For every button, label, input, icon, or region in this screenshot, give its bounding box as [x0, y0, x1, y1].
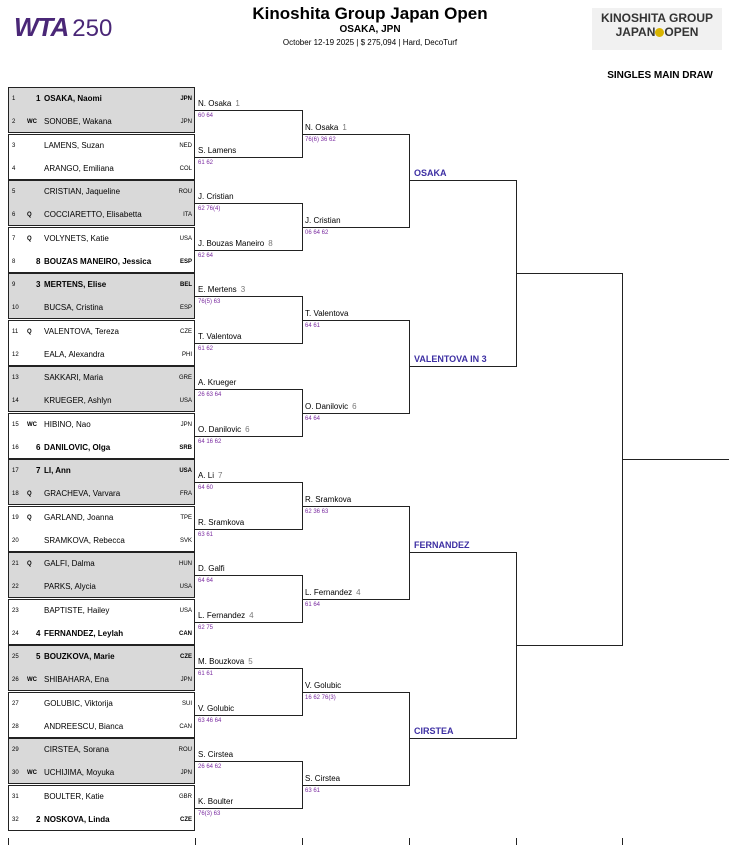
- entrant-pair-box: [8, 320, 195, 366]
- winner-name-text: S. Cirstea: [198, 750, 234, 760]
- match-score: 64 64: [305, 415, 321, 422]
- match-score: 61 64: [305, 601, 321, 608]
- seed-number: 8: [36, 256, 41, 266]
- player-name: VOLYNETS, Katie: [44, 233, 109, 243]
- draw-entrant-row: [9, 483, 194, 506]
- draw-position: 15: [12, 421, 19, 428]
- tournament-location: OSAKA, JPN: [339, 24, 401, 35]
- draw-position: 9: [12, 282, 16, 288]
- semifinal-result: CIRSTEA: [414, 726, 454, 736]
- match-score: 76(5) 63: [198, 299, 221, 306]
- match-score: 61 62: [198, 159, 214, 166]
- player-name: SRAMKOVA, Rebecca: [44, 535, 125, 545]
- player-nationality: ROU: [178, 189, 192, 195]
- player-nationality: SVK: [179, 537, 192, 544]
- bracket-line: [195, 157, 302, 158]
- seed-number: 4: [36, 628, 41, 638]
- winner-name: [198, 750, 237, 759]
- player-nationality: COL: [179, 165, 192, 172]
- match-score: 06 64 62: [305, 229, 329, 236]
- draw-position: 14: [12, 398, 19, 404]
- tournament-title: Kinoshita Group Japan Open: [252, 4, 488, 23]
- player-nationality: BEL: [180, 282, 192, 288]
- bracket-line: [195, 389, 302, 390]
- semifinal-result: VALENTOVA IN 3: [414, 354, 487, 364]
- bracket-line: [516, 273, 622, 274]
- match-score: 62 76(4): [198, 206, 221, 213]
- player-name: ANDREESCU, Bianca: [44, 721, 124, 731]
- winner-seed: 4: [356, 587, 361, 597]
- winner-name: [198, 797, 237, 806]
- entry-status: Q: [27, 212, 32, 218]
- winner-name-text: N. Osaka: [305, 122, 339, 132]
- match-score: 63 46 64: [198, 717, 222, 724]
- draw-entrant-row: [9, 762, 194, 785]
- bracket-line: [302, 413, 409, 414]
- winner-name-text: L. Fernandez: [198, 610, 246, 620]
- player-nationality: JPN: [180, 119, 192, 125]
- bracket-line: [302, 227, 409, 228]
- bracket-line: [195, 296, 302, 297]
- draw-entrant-row: [9, 135, 194, 158]
- winner-name-text: V. Golubic: [305, 680, 342, 690]
- entrant-pair-box: [8, 366, 195, 412]
- winner-name: [305, 402, 357, 411]
- entry-status: Q: [27, 235, 32, 242]
- entry-status: Q: [27, 328, 32, 335]
- winner-seed: 1: [235, 99, 240, 109]
- entry-status: WC: [27, 119, 37, 125]
- draw-position: 32: [12, 816, 19, 823]
- draw-position: 16: [12, 444, 19, 451]
- draw-entrant-row: [9, 88, 194, 111]
- bracket-line: [195, 482, 302, 483]
- draw-entrant-row: [9, 646, 194, 669]
- draw-position: 23: [12, 607, 19, 614]
- winner-name-text: D. Galfi: [198, 564, 225, 574]
- semifinal-result: OSAKA: [414, 168, 447, 178]
- player-name: MERTENS, Elise: [44, 280, 107, 289]
- player-nationality: FRA: [180, 491, 192, 497]
- bracket-line: [195, 761, 302, 762]
- bracket-line: [302, 599, 409, 600]
- column-separator: [516, 838, 517, 845]
- column-separator: [409, 838, 410, 845]
- draw-position: 13: [12, 375, 19, 381]
- entry-status: Q: [27, 514, 32, 521]
- winner-seed: 4: [249, 610, 254, 620]
- bracket-line: [302, 785, 409, 786]
- winner-name: [198, 239, 273, 248]
- player-nationality: USA: [179, 398, 192, 404]
- winner-name-text: R. Sramkova: [305, 494, 352, 504]
- match-score: 62 75: [198, 624, 214, 631]
- draw-position: 17: [12, 468, 19, 474]
- player-name: GALFI, Dalma: [44, 559, 95, 568]
- bracket-line: [409, 552, 516, 553]
- match-score: 26 64 62: [198, 764, 222, 771]
- player-name: HIBINO, Nao: [44, 419, 91, 429]
- entry-status: WC: [27, 677, 37, 683]
- player-nationality: JPN: [180, 770, 192, 776]
- draw-position: 7: [12, 235, 16, 242]
- bracket-line: [195, 529, 302, 530]
- player-nationality: ESP: [179, 305, 192, 311]
- draw-entrant-row: [9, 576, 194, 599]
- bracket-line: [302, 320, 409, 321]
- match-score: 76(6) 36 62: [305, 136, 336, 143]
- draw-entrant-row: [9, 460, 194, 483]
- column-separator: [195, 838, 196, 845]
- draw-entrant-row: [9, 809, 194, 832]
- player-nationality: GRE: [178, 375, 192, 381]
- entry-status: WC: [27, 770, 37, 776]
- column-separator: [302, 838, 303, 845]
- player-name: CRISTIAN, Jaqueline: [44, 187, 121, 196]
- player-name: GRACHEVA, Varvara: [44, 489, 121, 498]
- player-name: BAPTISTE, Hailey: [44, 605, 110, 615]
- draw-entrant-row: [9, 507, 194, 530]
- draw-position: 11: [12, 328, 19, 335]
- player-name: BOULTER, Katie: [44, 791, 104, 801]
- player-nationality: CAN: [179, 630, 192, 637]
- draw-entrant-row: [9, 158, 194, 181]
- winner-name: [198, 332, 245, 341]
- player-nationality: HUN: [179, 561, 192, 567]
- winner-name: [305, 216, 345, 225]
- player-name: OSAKA, Naomi: [44, 94, 102, 103]
- bracket-line: [195, 203, 302, 204]
- winner-name: [198, 146, 240, 155]
- winner-name-text: J. Bouzas Maneiro: [198, 238, 265, 248]
- draw-position: 2: [12, 119, 16, 125]
- bracket-line: [409, 738, 516, 739]
- match-score: 64 16 62: [198, 438, 222, 445]
- player-nationality: JPN: [180, 677, 192, 683]
- draw-entrant-row: [9, 693, 194, 716]
- player-nationality: ESP: [179, 258, 192, 265]
- tournament-info: October 12-19 2025 | $ 275,094 | Hard, DecoTurf: [282, 38, 458, 47]
- winner-name: [198, 378, 240, 387]
- player-name: COCCIARETTO, Elisabetta: [44, 210, 142, 219]
- seed-number: 6: [36, 442, 41, 452]
- draw-entrant-row: [9, 228, 194, 251]
- draw-position: 8: [12, 258, 16, 265]
- seed-number: 1: [36, 94, 41, 103]
- winner-name-text: S. Cirstea: [305, 773, 341, 783]
- winner-name: [198, 704, 238, 713]
- winner-name-text: O. Danilovic: [198, 424, 242, 434]
- player-name: ARANGO, Emiliana: [44, 163, 114, 173]
- winner-name: [198, 657, 253, 666]
- winner-seed: 6: [245, 424, 250, 434]
- winner-name-text: K. Boulter: [198, 796, 234, 806]
- entrant-pair-box: [8, 785, 195, 831]
- draw-entrant-row: [9, 390, 194, 413]
- player-name: BOUZKOVA, Marie: [44, 652, 115, 661]
- draw-entrant-row: [9, 669, 194, 692]
- draw-position: 5: [12, 189, 16, 195]
- player-name: LI, Ann: [44, 466, 71, 475]
- player-nationality: JPN: [180, 96, 192, 102]
- bracket-line: [302, 506, 409, 507]
- bracket-line: [195, 668, 302, 669]
- entry-status: WC: [27, 421, 37, 428]
- winner-name-text: A. Li: [198, 471, 215, 481]
- bracket-line: [195, 622, 302, 623]
- draw-entrant-row: [9, 297, 194, 320]
- entrant-pair-box: [8, 413, 195, 459]
- winner-name: [305, 588, 361, 597]
- draw-entrant-row: [9, 204, 194, 227]
- match-score: 64 60: [198, 485, 214, 492]
- entry-status: Q: [27, 491, 32, 497]
- column-separator: [8, 838, 9, 845]
- player-nationality: SRB: [179, 444, 192, 451]
- player-nationality: ROU: [178, 747, 192, 753]
- bracket-line: [622, 459, 729, 460]
- player-nationality: USA: [179, 468, 192, 474]
- player-name: FERNANDEZ, Leylah: [44, 628, 124, 638]
- match-score: 64 61: [305, 322, 321, 329]
- winner-name: [305, 681, 345, 690]
- draw-entrant-row: [9, 553, 194, 576]
- bracket-line: [195, 715, 302, 716]
- draw-entrant-row: [9, 414, 194, 437]
- draw-entrant-row: [9, 739, 194, 762]
- winner-name-text: J. Cristian: [305, 215, 341, 225]
- wta-250-logo: WTA 250: [14, 12, 113, 42]
- player-name: BUCSA, Cristina: [44, 303, 104, 312]
- bracket-line: [195, 575, 302, 576]
- player-nationality: ITA: [183, 212, 192, 218]
- entry-status: Q: [27, 561, 32, 567]
- winner-name: [305, 309, 352, 318]
- entrant-pair-box: [8, 273, 195, 319]
- draw-label: SINGLES MAIN DRAW: [607, 70, 713, 81]
- bracket-line: [516, 645, 622, 646]
- player-nationality: SUI: [181, 700, 192, 707]
- winner-name-text: O. Danilovic: [305, 401, 349, 411]
- match-score: 64 64: [198, 578, 214, 585]
- entrant-pair-box: [8, 738, 195, 784]
- bracket-line: [195, 343, 302, 344]
- draw-position: 4: [12, 165, 16, 172]
- winner-name: [305, 774, 344, 783]
- winner-name-text: M. Bouzkova: [198, 657, 245, 667]
- draw-entrant-row: [9, 181, 194, 204]
- winner-seed: 6: [352, 401, 357, 411]
- draw-entrant-row: [9, 344, 194, 367]
- player-name: PARKS, Alycia: [44, 582, 96, 591]
- draw-position: 1: [12, 96, 16, 102]
- match-score: 62 64: [198, 252, 214, 259]
- winner-name-text: E. Mertens: [198, 285, 237, 295]
- winner-seed: 1: [342, 122, 347, 132]
- entrant-pair-box: [8, 227, 195, 273]
- player-nationality: NED: [179, 142, 192, 149]
- player-nationality: CAN: [179, 723, 192, 730]
- player-name: UCHIJIMA, Moyuka: [44, 768, 115, 777]
- bracket-line: [409, 366, 516, 367]
- player-nationality: PHI: [181, 351, 192, 358]
- player-nationality: GBR: [178, 793, 192, 800]
- winner-name-text: T. Valentova: [198, 331, 242, 341]
- draw-position: 30: [12, 770, 19, 776]
- draw-position: 22: [12, 584, 19, 590]
- seed-number: 5: [36, 652, 41, 661]
- draw-position: 21: [12, 561, 19, 567]
- bracket-line: [302, 692, 409, 693]
- match-score: 60 64: [198, 113, 214, 120]
- seed-number: 3: [36, 280, 41, 289]
- winner-name-text: N. Osaka: [198, 99, 232, 109]
- player-name: LAMENS, Suzan: [44, 140, 105, 150]
- draw-position: 19: [12, 514, 19, 521]
- player-nationality: USA: [179, 607, 192, 614]
- winner-name: [198, 425, 250, 434]
- semifinal-result: FERNANDEZ: [414, 540, 470, 550]
- player-name: GARLAND, Joanna: [44, 512, 114, 522]
- draw-entrant-row: [9, 623, 194, 646]
- draw-entrant-row: [9, 716, 194, 739]
- draw-entrant-row: [9, 274, 194, 297]
- draw-entrant-row: [9, 111, 194, 134]
- match-score: 61 61: [198, 671, 214, 678]
- winner-name: [198, 192, 238, 201]
- player-name: GOLUBIC, Viktorija: [44, 698, 113, 708]
- bracket-line: [409, 180, 516, 181]
- winner-name: [198, 611, 254, 620]
- match-score: 76(3) 63: [198, 810, 221, 817]
- winner-name-text: J. Cristian: [198, 192, 234, 202]
- draw-position: 6: [12, 212, 16, 218]
- draw-position: 12: [12, 351, 19, 358]
- winner-name: [305, 123, 347, 132]
- winner-name-text: A. Krueger: [198, 378, 237, 388]
- draw-position: 25: [12, 654, 19, 660]
- player-nationality: CZE: [180, 328, 192, 335]
- player-nationality: CZE: [180, 654, 192, 660]
- bracket-line: [195, 250, 302, 251]
- player-name: KRUEGER, Ashlyn: [44, 396, 112, 405]
- draw-entrant-row: [9, 367, 194, 390]
- column-separator: [622, 838, 623, 845]
- winner-name-text: R. Sramkova: [198, 517, 245, 527]
- winner-name-text: S. Lamens: [198, 145, 237, 155]
- match-score: 61 62: [198, 345, 214, 352]
- entrant-pair-box: [8, 692, 195, 738]
- draw-position: 24: [12, 630, 19, 637]
- winner-name: [305, 495, 355, 504]
- seed-number: 7: [36, 466, 41, 475]
- player-nationality: USA: [179, 235, 192, 242]
- draw-entrant-row: [9, 530, 194, 553]
- bracket-line: [302, 134, 409, 135]
- player-name: SAKKARI, Maria: [44, 373, 104, 382]
- winner-name-text: V. Golubic: [198, 703, 235, 713]
- draw-entrant-row: [9, 600, 194, 623]
- winner-name: [198, 99, 240, 108]
- winner-seed: 3: [240, 285, 246, 295]
- player-name: DANILOVIC, Olga: [44, 442, 111, 452]
- entrant-pair-box: [8, 87, 195, 133]
- draw-entrant-row: [9, 251, 194, 274]
- winner-name: [198, 471, 222, 480]
- winner-name-text: T. Valentova: [305, 308, 349, 318]
- winner-seed: 5: [248, 657, 253, 667]
- bracket-line: [195, 808, 302, 809]
- match-score: 63 61: [198, 531, 214, 538]
- player-name: CIRSTEA, Sorana: [44, 745, 109, 754]
- draw-position: 3: [12, 142, 16, 149]
- match-score: 16 62 76(3): [305, 694, 336, 701]
- draw-entrant-row: [9, 437, 194, 460]
- winner-seed: 7: [218, 471, 223, 481]
- winner-name: [198, 285, 245, 294]
- match-score: 63 61: [305, 787, 321, 794]
- draw-position: 20: [12, 537, 19, 544]
- winner-name-text: L. Fernandez: [305, 587, 353, 597]
- draw-position: 31: [12, 793, 19, 800]
- entrant-pair-box: [8, 506, 195, 552]
- player-name: SONOBE, Wakana: [44, 117, 112, 126]
- draw-position: 27: [12, 700, 19, 707]
- draw-position: 10: [12, 305, 19, 311]
- player-name: NOSKOVA, Linda: [44, 814, 110, 824]
- winner-seed: 8: [268, 238, 273, 248]
- player-name: SHIBAHARA, Ena: [44, 675, 109, 684]
- draw-entrant-row: [9, 786, 194, 809]
- entrant-pair-box: [8, 459, 195, 505]
- entrant-pair-box: [8, 552, 195, 598]
- player-name: EALA, Alexandra: [44, 349, 105, 359]
- draw-position: 28: [12, 723, 19, 730]
- winner-name: [198, 518, 248, 527]
- bracket-line: [195, 436, 302, 437]
- player-nationality: USA: [179, 584, 192, 590]
- entrant-pair-box: [8, 180, 195, 226]
- match-score: 26 63 64: [198, 392, 222, 399]
- seed-number: 2: [36, 814, 41, 824]
- draw-position: 29: [12, 747, 19, 753]
- entrant-pair-box: [8, 599, 195, 645]
- player-nationality: JPN: [180, 421, 192, 428]
- draw-position: 18: [12, 491, 19, 497]
- player-name: BOUZAS MANEIRO, Jessica: [44, 256, 152, 266]
- entrant-pair-box: [8, 645, 195, 691]
- match-score: 62 36 63: [305, 508, 329, 515]
- entrant-pair-box: [8, 134, 195, 180]
- player-nationality: CZE: [180, 816, 192, 823]
- winner-name: [198, 564, 229, 573]
- draw-entrant-row: [9, 321, 194, 344]
- player-nationality: TPE: [180, 514, 192, 521]
- sponsor-logo: KINOSHITA GROUP JAPAN OPEN: [592, 8, 722, 50]
- bracket-line: [195, 110, 302, 111]
- draw-position: 26: [12, 677, 19, 683]
- player-name: VALENTOVA, Tereza: [44, 326, 119, 336]
